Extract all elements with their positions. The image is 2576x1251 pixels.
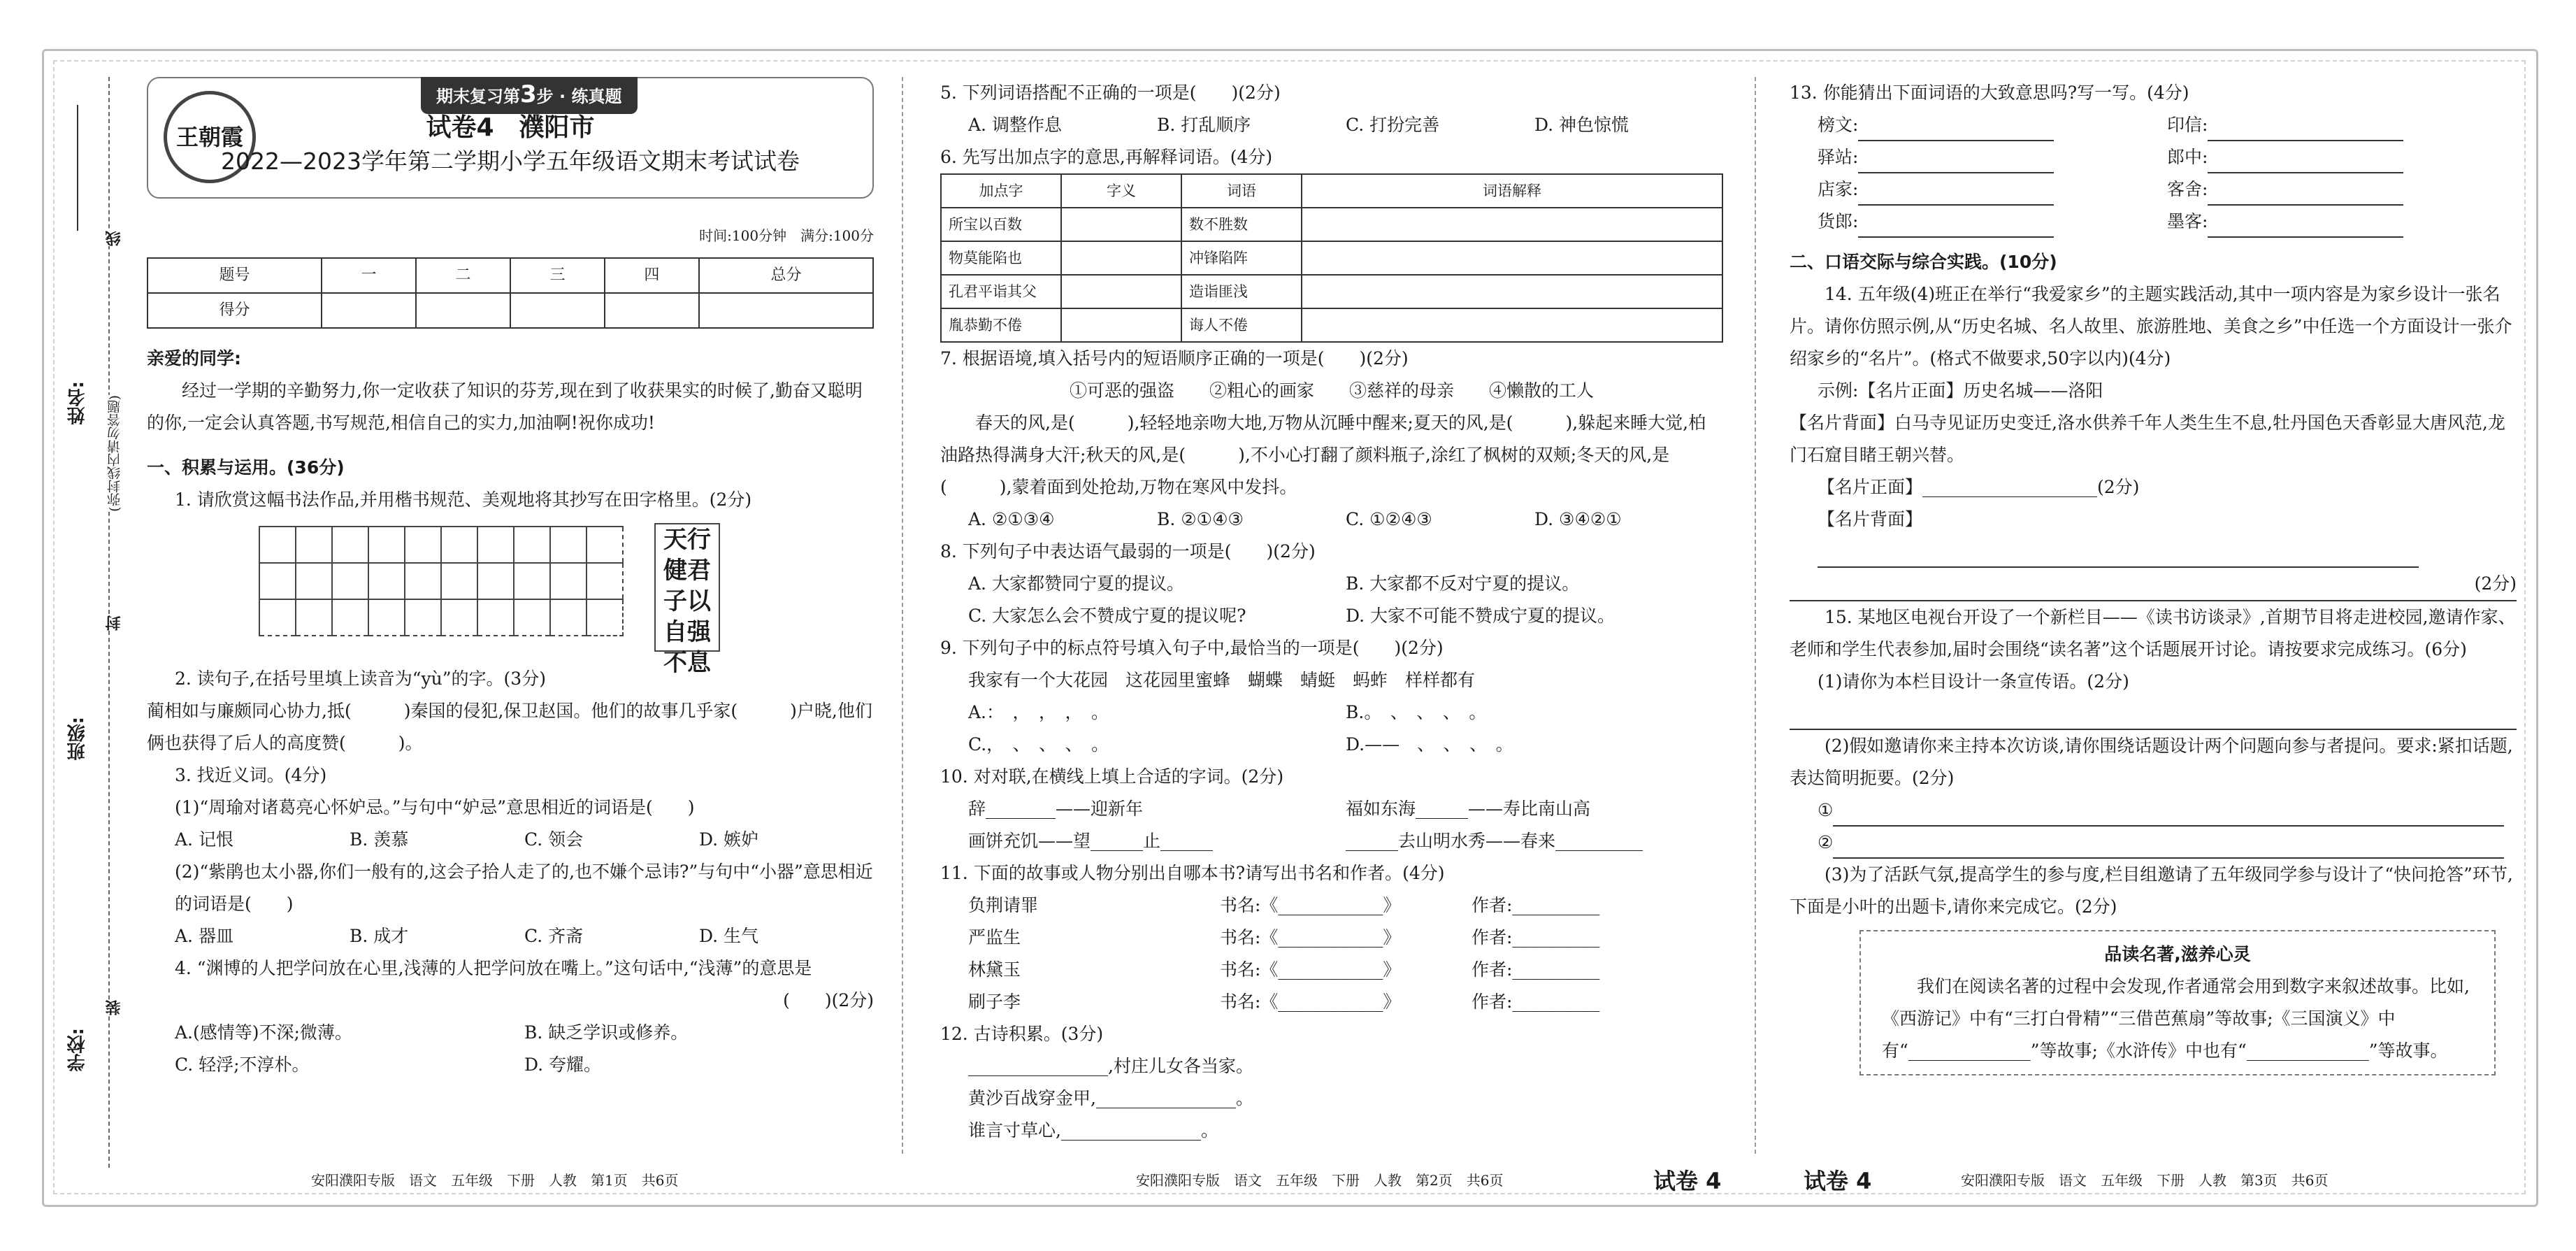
exam-meta: 时间:100分钟 满分:100分 (699, 227, 874, 244)
option[interactable]: B. ②①④③ (1157, 509, 1244, 529)
score-table (147, 257, 874, 329)
q4-prompt: 4. “渊博的人把学问放在心里,浅薄的人把学问放在嘴上。”这句话中,“浅薄”的意思是 (175, 958, 812, 978)
q13-row (1790, 173, 2517, 206)
option[interactable]: A.(感情等)不深;微薄。 (175, 1022, 352, 1043)
poem-line[interactable]: ________________,村庄儿女各当家。 (968, 1056, 1253, 1076)
word-item[interactable]: 榜文: (1818, 109, 2167, 141)
option[interactable]: A. 器皿 (175, 926, 233, 946)
word-item[interactable]: 货郎: (1818, 206, 2167, 238)
book-blank[interactable]: 书名:《____________》 (1220, 959, 1401, 980)
q9-options-row1 (940, 696, 1723, 729)
option[interactable]: C. 轻浮;不淳朴。 (175, 1055, 310, 1075)
table-header: 字义 (1061, 174, 1181, 208)
q15-1-text: (1)请你为本栏目设计一条宣传语。(2分) (1818, 671, 2129, 692)
greeting: 亲爱的同学: (147, 348, 241, 369)
q14-example: 示例:【名片正面】历史名城——洛阳 (1818, 380, 2103, 401)
exam-header (147, 77, 874, 199)
q15-2-text: (2)假如邀请你来主持本次访谈,请你围绕话题设计两个问题向参与者提问。要求:紧扣话题,表达简明扼要。(2分) (1790, 736, 2513, 788)
author-blank[interactable]: 作者:__________ (1472, 895, 1600, 915)
book-blank[interactable]: 书名:《____________》 (1220, 895, 1401, 915)
q7-phrases: ①可恶的强盗 ②粗心的画家 ③慈祥的母亲 ④懒散的工人 (1069, 380, 1594, 401)
q11-row (940, 954, 1723, 986)
table-cell: 冲锋陷阵 (1181, 241, 1302, 275)
table-header: 词语 (1181, 174, 1302, 208)
publisher-logo: 王朝霞 (164, 91, 256, 183)
score-header-cell: 总分 (699, 258, 873, 293)
story-name: 刷子李 (968, 992, 1021, 1012)
score-cell[interactable] (416, 293, 510, 328)
q14-prompt: 14. 五年级(4)班正在举行“我爱家乡”的主题实践活动,其中一项内容是为家乡设计一张名片。请你仿照示例,从“历史名城、名人故里、旅游胜地、美食之乡”中任选一个方面设计一张介绍家乡的“名片”。(格式不做要求,50字以内)(4分) (1790, 284, 2512, 369)
option[interactable]: A. 调整作息 (968, 115, 1062, 135)
table-header: 词语解释 (1302, 174, 1722, 208)
option[interactable]: A. 大家都赞同宁夏的提议。 (968, 573, 1184, 594)
answer-cell[interactable] (1061, 308, 1181, 342)
table-cell: 诲人不倦 (1181, 308, 1302, 342)
q2-prompt: 2. 读句子,在括号里填上读音为“yù”的字。(3分) (175, 669, 546, 689)
review-banner: 期末复习第3步 · 练真题 (421, 77, 638, 114)
section-2-heading: 二、口语交际与综合实践。(10分) (1790, 252, 2057, 272)
option[interactable]: C.， 、 、 、 。 (968, 734, 1109, 755)
q10-row2 (940, 825, 1723, 857)
option[interactable]: D. 嫉妒 (699, 829, 759, 850)
q3-1-text: (1)“周瑜对诸葛亮心怀妒忌。”与句中“妒忌”意思相近的词语是( ) (175, 797, 695, 817)
option[interactable]: D.—— 、 、 、 。 (1346, 734, 1513, 755)
page-3 (1790, 77, 2517, 1075)
word-item[interactable]: 墨客: (2167, 206, 2517, 238)
footer-page-1: 安阳濮阳专版 语文 五年级 下册 人教 第1页 共6页 (311, 1172, 679, 1189)
seal-mark-line: 线 (103, 231, 125, 246)
author-blank[interactable]: 作者:__________ (1472, 992, 1600, 1012)
q14-front-blank[interactable]: 【名片正面】____________________(2分) (1818, 477, 2140, 497)
word-item[interactable]: 店家: (1818, 173, 2167, 206)
option[interactable]: C. 打扮完善 (1346, 115, 1440, 135)
seal-mark-bind: 装 (103, 1000, 125, 1015)
q11-row (940, 986, 1723, 1018)
word-item[interactable]: 印信: (2167, 109, 2517, 141)
page-2 (940, 77, 1723, 1147)
q3-2-text: (2)“紫鹃也太小器,你们一般有的,这会子拾人走了的,也不嫌个忌讳?”与句中“小器”意思相近的词语是( ) (175, 862, 873, 914)
option[interactable]: B.。 、 、 、 。 (1346, 702, 1487, 722)
option[interactable]: D. 大家不可能不赞成宁夏的提议。 (1346, 606, 1616, 626)
q11-row (940, 889, 1723, 922)
q15-prompt: 15. 某地区电视台开设了一个新栏目——《读书访谈录》,首期节目将走进校园,邀请作家、老师和学生代表参加,届时会围绕“读名著”这个话题展开讨论。请按要求完成练习。(6分) (1790, 607, 2516, 659)
q13-row (1790, 141, 2517, 173)
q15-3-text: (3)为了活跃气氛,提高学生的参与度,栏目组邀请了五年级同学参与设计了“快问抢答”环节,下面是小叶的出题卡,请你来完成它。(2分) (1790, 864, 2513, 917)
score-header-cell: 四 (605, 258, 699, 293)
answer-cell[interactable] (1302, 208, 1722, 241)
word-item[interactable]: 驿站: (1818, 141, 2167, 173)
q3-1-options (147, 824, 874, 856)
option[interactable]: C. 大家怎么会不赞成宁夏的提议呢? (968, 606, 1246, 626)
option[interactable]: A.： ， ， ， 。 (968, 702, 1109, 722)
answer-cell[interactable] (1302, 241, 1722, 275)
poem-line[interactable]: 谁言寸草心,________________。 (968, 1120, 1218, 1141)
table-row (941, 208, 1722, 241)
footer-exam-tag: 试卷 4 (1653, 1168, 1722, 1194)
answer-cell[interactable] (1061, 241, 1181, 275)
answer-cell[interactable] (1302, 275, 1722, 308)
q9-options-row2 (940, 729, 1723, 761)
couplet[interactable]: ______去山明水秀——春来__________ (1346, 831, 1643, 851)
q14-example-back: 【名片背面】白马寺见证历史变迁,洛水供养千年人类生生不息,牡丹国色天香彰显大唐风范,龙门石窟目睹王朝兴替。 (1790, 413, 2505, 465)
answer-cell[interactable] (1302, 308, 1722, 342)
option[interactable]: C. 领会 (524, 829, 584, 850)
q9-prompt: 9. 下列句子中的标点符号填入句子中,最恰当的一项是( )(2分) (940, 638, 1444, 658)
option[interactable]: D. ③④②① (1534, 509, 1622, 529)
card-title: 品读名著,滋养心灵 (2104, 944, 2251, 964)
q8-prompt: 8. 下列句子中表达语气最弱的一项是( )(2分) (940, 541, 1316, 562)
q13-row (1790, 109, 2517, 141)
exam-title: 试卷4 濮阳市 (426, 113, 595, 142)
q8-options-row1 (940, 568, 1723, 600)
book-blank[interactable]: 书名:《____________》 (1220, 927, 1401, 948)
seal-note: (弥封线内请勿答题) (105, 395, 124, 512)
table-cell: 胤恭勤不倦 (941, 308, 1061, 342)
q3-2-options (147, 920, 874, 952)
q7-options (940, 503, 1723, 536)
school-label: 学校: (67, 1028, 88, 1072)
answer-line-2[interactable]: ② (1790, 827, 2517, 859)
q7-prompt: 7. 根据语境,填入括号内的短语顺序正确的一项是( )(2分) (940, 348, 1409, 369)
table-row (941, 275, 1722, 308)
card-text[interactable]: 我们在阅读名著的过程中会发现,作者通常会用到数字来叙述故事。比如,《西游记》中有“三打白骨精”“三借芭蕉扇”等故事;《三国演义》中有“______________”等故事;《水浒传》中也有“______________”等故事。 (1882, 976, 2470, 1061)
q7-text: 春天的风,是( ),轻轻地亲吻大地,万物从沉睡中醒来;夏天的风,是( ),躲起来睡大觉,柏油路热得满身大汗;秋天的风,是( ),不小心打翻了颜料瓶子,涂红了枫树的双颊;冬天的风,是( ),蒙着面到处抢劫,万物在寒风中发抖。 (940, 413, 1706, 497)
score-cell[interactable] (699, 293, 873, 328)
q12-prompt: 12. 古诗积累。(3分) (940, 1024, 1104, 1044)
score-cell[interactable] (605, 293, 699, 328)
option[interactable]: B. 缺乏学识或修养。 (524, 1022, 689, 1043)
section-1-heading: 一、积累与运用。(36分) (147, 457, 345, 478)
option[interactable]: A. ②①③④ (968, 509, 1055, 529)
couplet[interactable]: 辞________——迎新年 (968, 799, 1144, 819)
option[interactable]: B. 打乱顺序 (1157, 115, 1251, 135)
quiz-card (1859, 930, 2496, 1075)
q1-prompt: 1. 请欣赏这幅书法作品,并用楷书规范、美观地将其抄写在田字格里。(2分) (175, 489, 752, 510)
story-name: 严监生 (968, 927, 1021, 948)
q10-row1 (940, 793, 1723, 825)
q4-tail: ( )(2分) (783, 990, 874, 1010)
page-1 (147, 77, 874, 1081)
couplet[interactable]: 画饼充饥——望______止______ (968, 831, 1214, 851)
option[interactable]: B. 成才 (350, 926, 409, 946)
q5-prompt: 5. 下列词语搭配不正确的一项是( )(2分) (940, 83, 1281, 103)
word-item[interactable]: 客舍: (2167, 173, 2517, 206)
table-cell: 数不胜数 (1181, 208, 1302, 241)
q10-prompt: 10. 对对联,在横线上填上合适的字词。(2分) (940, 766, 1284, 787)
score-header-cell: 三 (510, 258, 605, 293)
option[interactable]: D. 夸耀。 (524, 1055, 602, 1075)
table-cell: 物莫能陷也 (941, 241, 1061, 275)
q3-prompt: 3. 找近义词。(4分) (175, 765, 327, 785)
tianzige-grid[interactable] (259, 526, 624, 636)
score-header-cell: 题号 (147, 258, 322, 293)
option[interactable]: D. 生气 (699, 926, 759, 946)
q11-row (940, 922, 1723, 954)
footer-page-3: 安阳濮阳专版 语文 五年级 下册 人教 第3页 共6页 (1961, 1172, 2329, 1189)
table-header: 加点字 (941, 174, 1061, 208)
table-cell: 孔君平诣其父 (941, 275, 1061, 308)
name-label: 姓名: (67, 381, 88, 425)
table-cell: 所宝以百数 (941, 208, 1061, 241)
intro-text: 经过一学期的辛勤努力,你一定收获了知识的芬芳,现在到了收获果实的时候了,勤奋又聪明的你,一定会认真答题,书写规范,相信自己的实力,加油啊!祝你成功! (147, 380, 863, 433)
q8-options-row2 (940, 600, 1723, 632)
answer-cell[interactable] (1061, 275, 1181, 308)
name-line (77, 105, 78, 231)
q1-answer-area (147, 516, 874, 677)
story-name: 负荆请罪 (968, 895, 1039, 915)
calligraphy-artwork: 天行健君子以自强不息 (654, 523, 720, 652)
option[interactable]: D. 神色惊慌 (1534, 115, 1629, 135)
q13-row (1790, 206, 2517, 238)
option[interactable]: B. 羡慕 (350, 829, 409, 850)
page-divider-1 (902, 77, 903, 1154)
option[interactable]: B. 大家都不反对宁夏的提议。 (1346, 573, 1580, 594)
q4-options-row1 (147, 1017, 874, 1049)
option[interactable]: A. 记恨 (175, 829, 233, 850)
option[interactable]: C. 齐斋 (524, 926, 584, 946)
answer-line-1[interactable]: ① (1790, 794, 2517, 827)
table-row (941, 308, 1722, 342)
score-header-cell: 二 (416, 258, 510, 293)
q14-back-line[interactable]: (2分) (1790, 568, 2517, 601)
footer-exam-tag: 试卷 4 (1804, 1168, 1872, 1194)
q11-prompt: 11. 下面的故事或人物分别出自哪本书?请写出书名和作者。(4分) (940, 863, 1445, 883)
book-blank[interactable]: 书名:《____________》 (1220, 992, 1401, 1012)
answer-cell[interactable] (1061, 208, 1181, 241)
couplet[interactable]: 福如东海______——寿比南山高 (1346, 799, 1591, 819)
table-row (941, 241, 1722, 275)
seal-mark-seal: 封 (103, 615, 125, 631)
score-label-cell: 得分 (147, 293, 322, 328)
exam-subtitle: 2022—2023学年第二学期小学五年级语文期末考试试卷 (221, 148, 800, 175)
q14-back-blank[interactable]: 【名片背面】 (1790, 503, 2517, 568)
page-divider-2 (1755, 77, 1756, 1154)
score-header-cell: 一 (322, 258, 416, 293)
author-blank[interactable]: 作者:__________ (1472, 959, 1600, 980)
word-item[interactable]: 郎中: (2167, 141, 2517, 173)
class-label: 班级: (67, 717, 88, 761)
score-cell[interactable] (510, 293, 605, 328)
q4-options-row2 (147, 1049, 874, 1081)
q6-prompt: 6. 先写出加点字的意思,再解释词语。(4分) (940, 147, 1273, 167)
q6-table (940, 173, 1723, 343)
story-name: 林黛玉 (968, 959, 1021, 980)
q2-text: 蔺相如与廉颇同心协力,抵( )秦国的侵犯,保卫赵国。他们的故事几乎家( )户晓,他们俩也获得了后人的高度赞( )。 (147, 701, 872, 753)
q5-options (940, 109, 1723, 141)
q9-sentence: 我家有一个大花园 这花园里蜜蜂 蝴蝶 蜻蜓 蚂蚱 样样都有 (968, 670, 1476, 690)
answer-line[interactable] (1790, 698, 2517, 730)
table-cell: 造诣匪浅 (1181, 275, 1302, 308)
q13-prompt: 13. 你能猜出下面词语的大致意思吗?写一写。(4分) (1790, 83, 2189, 103)
footer-page-2: 安阳濮阳专版 语文 五年级 下册 人教 第2页 共6页 (1136, 1172, 1504, 1189)
option[interactable]: C. ①②④③ (1346, 509, 1432, 529)
score-cell[interactable] (322, 293, 416, 328)
author-blank[interactable]: 作者:__________ (1472, 927, 1600, 948)
poem-line[interactable]: 黄沙百战穿金甲,________________。 (968, 1088, 1253, 1108)
